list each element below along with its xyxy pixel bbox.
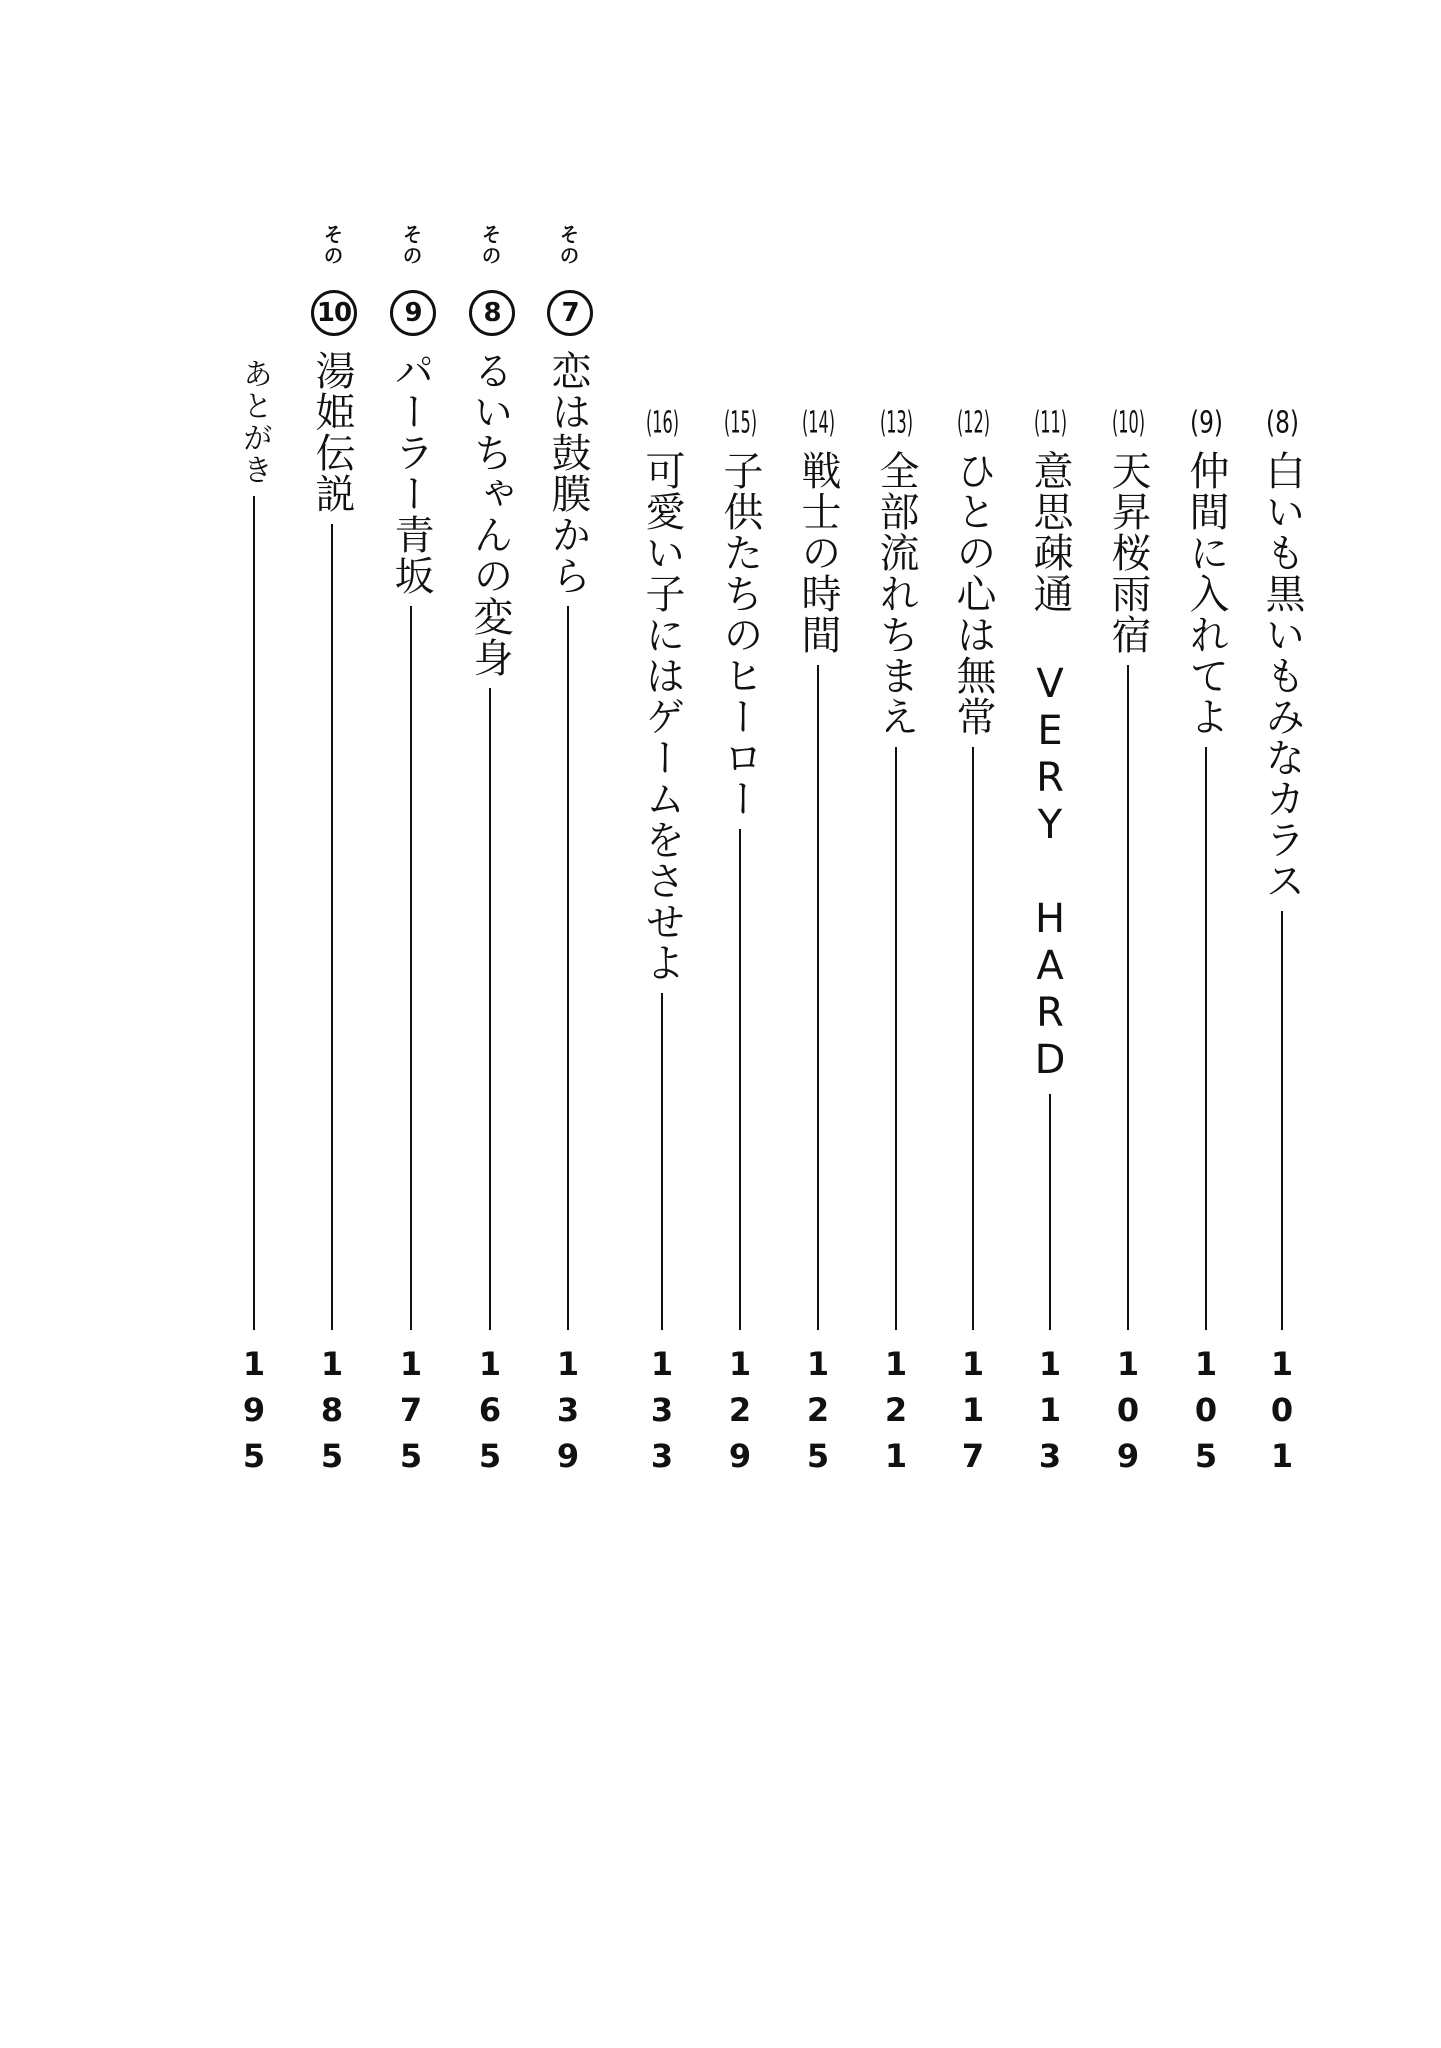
chapter-title [710,408,770,819]
toc-entry[interactable] [302,0,362,2048]
chapter-title-text: 戦士の時間 [795,450,841,655]
leader-line [1127,665,1129,1330]
sono-label: その [478,224,502,266]
page-number: 165 [471,1345,509,1483]
page-number: 129 [721,1345,759,1483]
chapter-title [1252,408,1312,901]
chapter-title [632,408,692,983]
chapter-number: (16) [646,408,679,438]
chapter-title-text: 仲間に入れてよ [1183,450,1229,737]
chapter-title-text: 意思疎通 VERY HARD [1027,450,1073,1084]
page-number: 121 [877,1345,915,1483]
chapter-title-text: 白いも黒いもみなカラス [1259,450,1305,901]
page-number: 133 [643,1345,681,1483]
chapter-title [1176,408,1236,737]
page-number: 105 [1187,1345,1225,1483]
chapter-number: (13) [880,408,913,438]
toc-entry[interactable] [1020,0,1080,2048]
page-number: 185 [313,1345,351,1483]
leader-line [567,606,569,1330]
chapter-number: (14) [802,408,835,438]
toc-entry[interactable] [788,0,848,2048]
toc-entry[interactable] [538,0,598,2048]
chapter-title [1098,408,1158,655]
leader-line [331,524,333,1330]
story-title: 恋は鼓膜から [545,350,591,596]
circled-number: 7 [547,290,593,336]
chapter-title-text: 可愛い子にはゲームをさせよ [639,450,685,983]
circled-number: 9 [390,290,436,336]
leader-line [972,747,974,1330]
toc-entry[interactable] [224,0,284,2048]
story-title: パーラー青坂 [388,350,434,596]
toc-entry[interactable] [381,0,441,2048]
chapter-number: (15) [724,408,757,438]
toc-entry[interactable] [943,0,1003,2048]
page-number: 117 [954,1345,992,1483]
chapter-title-text: 子供たちのヒーロー [717,450,763,819]
page-number: 109 [1109,1345,1147,1483]
story-title: るいちゃんの変身 [467,350,513,678]
chapter-number: (9) [1190,408,1223,438]
leader-line [661,993,663,1330]
afterword-title: あとがき [237,358,272,486]
page-number: 195 [235,1345,273,1483]
leader-line [253,496,255,1330]
toc-entry[interactable] [1098,0,1158,2048]
chapter-title [1020,408,1080,1084]
chapter-number: (12) [957,408,990,438]
leader-line [1281,911,1283,1330]
page-number: 125 [799,1345,837,1483]
toc-entry[interactable] [460,0,520,2048]
page-number: 113 [1031,1345,1069,1483]
leader-line [1049,1094,1051,1330]
leader-line [817,665,819,1330]
page-number: 139 [549,1345,587,1483]
chapter-title-text: ひとの心は無常 [950,450,996,737]
chapter-number: (8) [1266,408,1299,438]
chapter-title [943,408,1003,737]
leader-line [410,606,412,1330]
page-number: 101 [1263,1345,1301,1483]
circled-number: 8 [469,290,515,336]
chapter-title-text: 天昇桜雨宿 [1105,450,1151,655]
chapter-number: (10) [1112,408,1145,438]
chapter-title-text: 全部流れちまえ [873,450,919,737]
circled-number: 10 [311,290,357,336]
sono-label: その [320,224,344,266]
toc-entry[interactable] [710,0,770,2048]
toc-entry[interactable] [866,0,926,2048]
sono-label: その [399,224,423,266]
leader-line [895,747,897,1330]
leader-line [1205,747,1207,1330]
toc-entry[interactable] [1252,0,1312,2048]
toc-entry[interactable] [1176,0,1236,2048]
leader-line [489,688,491,1330]
chapter-title [788,408,848,655]
chapter-number: (11) [1034,408,1067,438]
page-number: 175 [392,1345,430,1483]
toc-entry[interactable] [632,0,692,2048]
chapter-title [866,408,926,737]
sono-label: その [556,224,580,266]
story-title: 湯姫伝説 [309,350,355,514]
leader-line [739,829,741,1330]
